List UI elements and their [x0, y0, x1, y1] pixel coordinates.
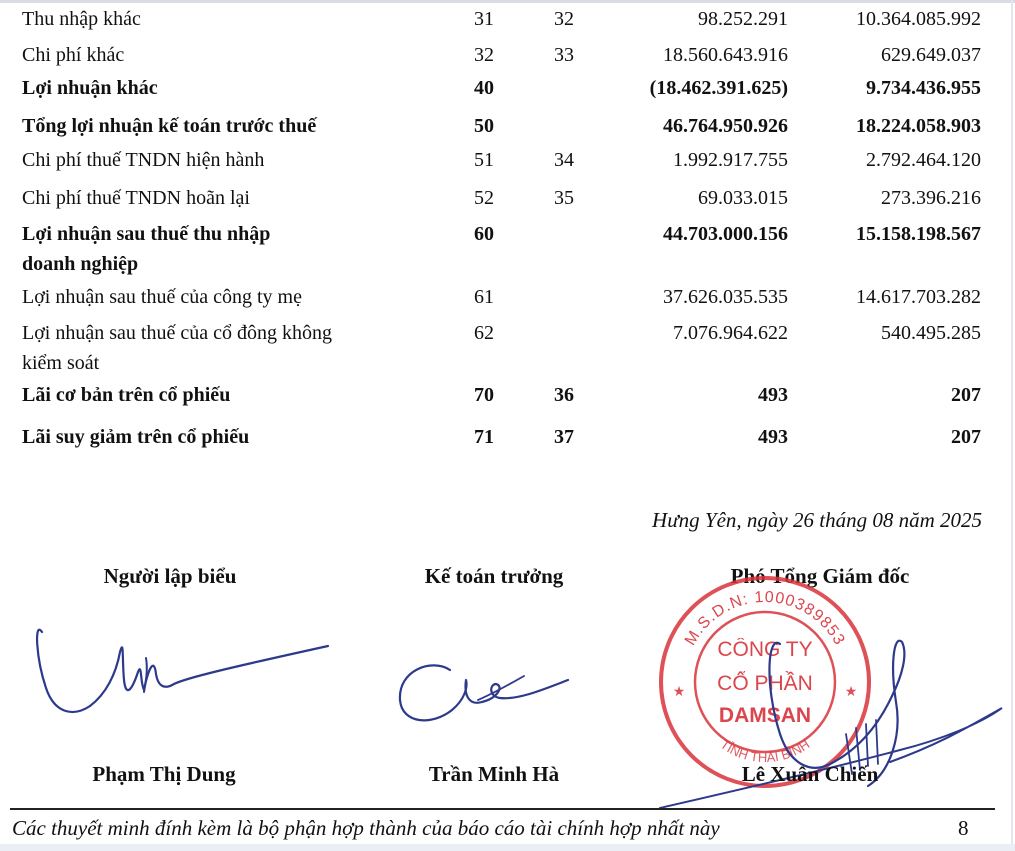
preparer-title: Người lập biểu	[103, 564, 237, 588]
row-label: Lợi nhuận sau thuế của công ty mẹ	[22, 286, 302, 308]
row-code: 71	[474, 426, 494, 448]
footer-divider	[10, 808, 995, 810]
row-previous-value: 540.495.285	[881, 322, 981, 344]
row-previous-value: 207	[951, 384, 981, 406]
row-current-value: 18.560.643.916	[663, 44, 788, 66]
date-line: Hưng Yên, ngày 26 tháng 08 năm 2025	[652, 508, 982, 532]
row-label: Lợi nhuận khác	[22, 77, 158, 99]
row-code: 51	[474, 149, 494, 171]
bottom-band	[0, 844, 1015, 851]
row-current-value: 493	[758, 384, 788, 406]
row-code: 50	[474, 115, 494, 137]
row-label: Chi phí thuế TNDN hiện hành	[22, 149, 265, 171]
stamp-line1: CÔNG TY	[717, 638, 813, 661]
deputy-director-title: Phó Tổng Giám đốc	[730, 564, 910, 588]
row-previous-value: 18.224.058.903	[856, 115, 981, 137]
row-code: 40	[474, 77, 494, 99]
signature-chief-accountant	[392, 640, 582, 730]
stamp-bottom-text: TỈNH THÁI BÌNH	[717, 736, 813, 766]
stamp-line2: CỔ PHẦN	[717, 672, 813, 695]
row-code: 60	[474, 223, 494, 245]
row-current-value: 1.992.917.755	[673, 149, 788, 171]
row-label: Lãi suy giảm trên cổ phiếu	[22, 426, 250, 448]
row-previous-value: 629.649.037	[881, 44, 981, 66]
row-label: Thu nhập khác	[22, 8, 141, 30]
row-code: 61	[474, 286, 494, 308]
row-note: 35	[554, 187, 574, 209]
row-current-value: 7.076.964.622	[673, 322, 788, 344]
preparer-name: Phạm Thị Dung	[92, 762, 236, 786]
row-current-value: 493	[758, 426, 788, 448]
row-current-value: 46.764.950.926	[663, 115, 788, 137]
signature-deputy-director	[640, 624, 1010, 824]
stamp-line3: DAMSAN	[718, 704, 812, 727]
row-current-value: 98.252.291	[698, 8, 788, 30]
row-previous-value: 207	[951, 426, 981, 448]
row-label-line2: doanh nghiệp	[22, 253, 139, 275]
stamp-star-left-icon: ★	[672, 685, 686, 700]
row-label-line2: kiểm soát	[22, 352, 100, 374]
footer-note: Các thuyết minh đính kèm là bộ phận hợp thành của báo cáo tài chính hợp nhất này	[12, 816, 720, 840]
right-border	[1011, 0, 1013, 851]
row-current-value: (18.462.391.625)	[649, 77, 788, 99]
row-previous-value: 273.396.216	[881, 187, 981, 209]
row-previous-value: 14.617.703.282	[856, 286, 981, 308]
row-current-value: 37.626.035.535	[663, 286, 788, 308]
stamp-ring-text: M.S.D.N: 1000389853	[681, 588, 849, 649]
stamp-star-right-icon: ★	[844, 685, 858, 700]
signature-preparer	[28, 618, 348, 728]
row-code: 52	[474, 187, 494, 209]
row-code: 32	[474, 44, 494, 66]
row-label: Chi phí khác	[22, 44, 125, 66]
row-note: 37	[554, 426, 574, 448]
row-code: 31	[474, 8, 494, 30]
row-label: Chi phí thuế TNDN hoãn lại	[22, 187, 250, 209]
row-label: Tổng lợi nhuận kế toán trước thuế	[22, 115, 317, 137]
row-previous-value: 10.364.085.992	[856, 8, 981, 30]
row-note: 32	[554, 8, 574, 30]
chief-accountant-title: Kế toán trưởng	[424, 564, 564, 588]
row-current-value: 44.703.000.156	[663, 223, 788, 245]
row-previous-value: 15.158.198.567	[856, 223, 981, 245]
row-note: 36	[554, 384, 574, 406]
deputy-director-name: Lê Xuân Chiến	[741, 762, 879, 786]
row-current-value: 69.033.015	[698, 187, 788, 209]
top-border	[0, 0, 1015, 3]
row-note: 33	[554, 44, 574, 66]
row-label-line1: Lợi nhuận sau thuế của cổ đông không	[22, 322, 332, 344]
row-label-line1: Lợi nhuận sau thuế thu nhập	[22, 223, 271, 245]
chief-accountant-name: Trần Minh Hà	[428, 762, 560, 786]
page-number: 8	[958, 816, 969, 840]
row-code: 70	[474, 384, 494, 406]
row-previous-value: 9.734.436.955	[866, 77, 981, 99]
row-previous-value: 2.792.464.120	[866, 149, 981, 171]
row-note: 34	[554, 149, 574, 171]
row-label: Lãi cơ bản trên cổ phiếu	[22, 384, 231, 406]
row-code: 62	[474, 322, 494, 344]
